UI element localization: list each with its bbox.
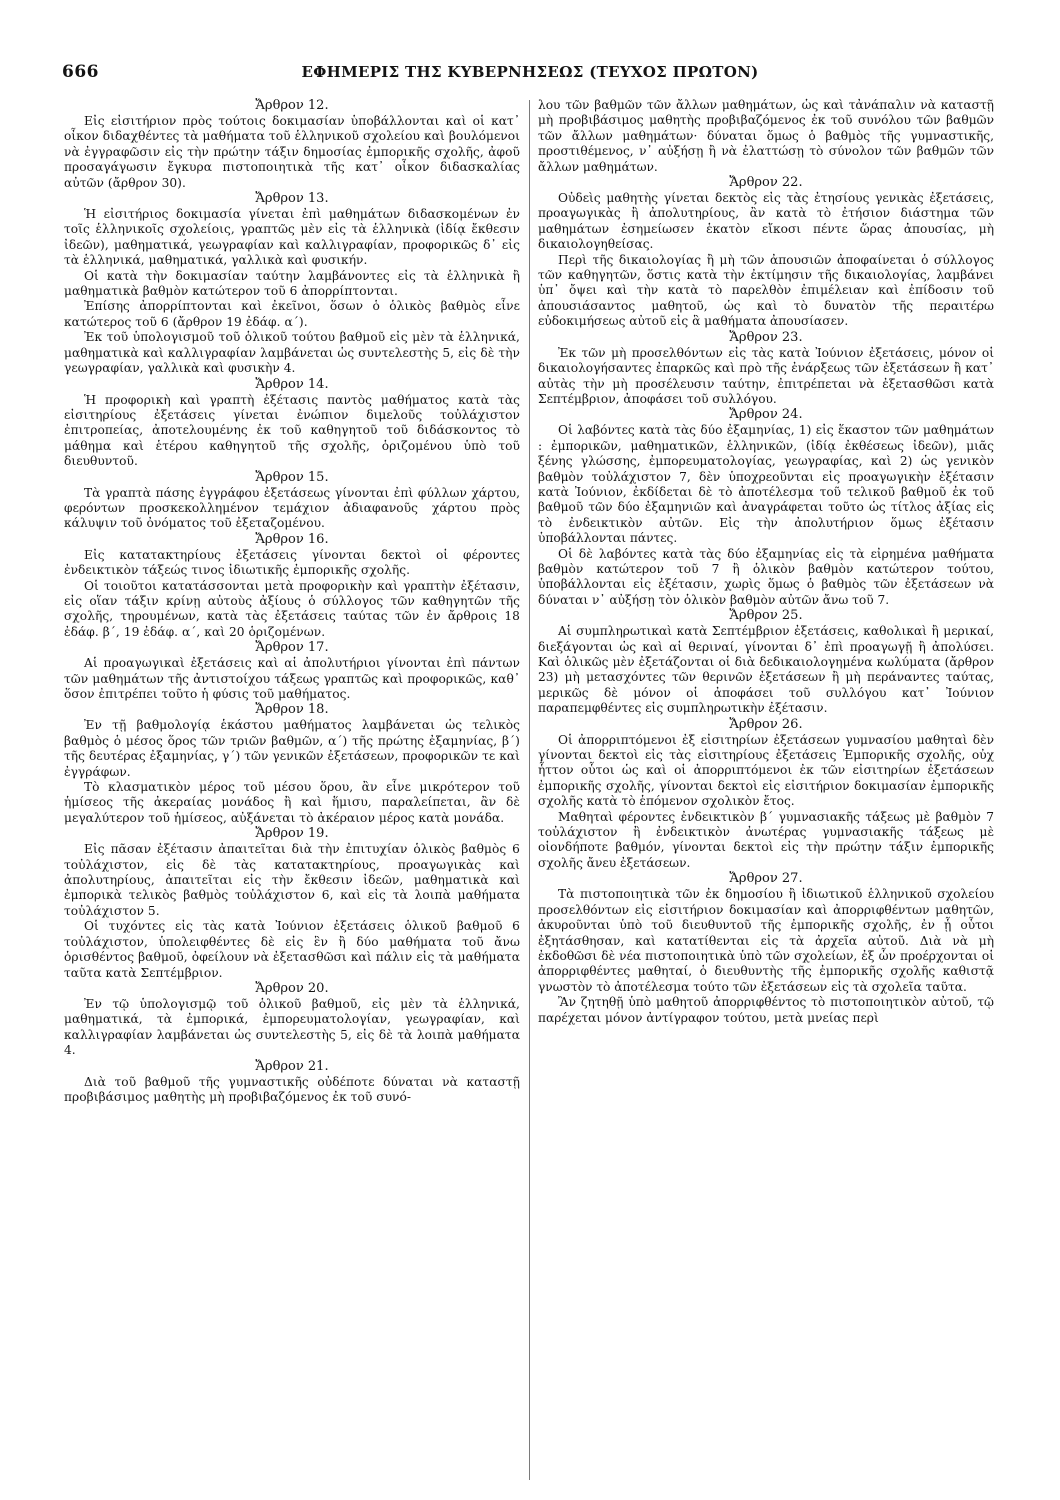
article-23-heading: Ἄρθρον 23. (729, 329, 803, 345)
article-13-paragraph-3: Ἐπίσης ἀπορρίπτονται καὶ ἐκεῖνοι, ὅσων ὁ ὁλικὸς βαθμὸς εἶνε κατώτερος τοῦ 6 (ἄρθρον 19 ἐδάφ. α´). (64, 299, 520, 329)
article-17-heading: Ἄρθρον 17. (255, 640, 329, 656)
article-24-heading: Ἄρθρον 24. (729, 407, 803, 423)
article-26-paragraph-2: Μαθηταὶ φέροντες ἐνδεικτικὸν β´ γυμνασιακῆς τάξεως μὲ βαθμὸν 7 τοὐλάχιστον ἢ ἐνδεικτικὸν ἀνωτέρας γυμνασιακῆς τάξεως μὲ οἱονδήποτε βαθμόν, γίνονται δεκτοὶ εἰς τὴν πρώτην τάξιν ἐμπορικῆς σχολῆς ἄνευ ἐξετάσεων. (538, 809, 994, 870)
article-27-paragraph-1: Τὰ πιστοποιητικὰ τῶν ἐκ δημοσίου ἢ ἰδιωτικοῦ ἑλληνικοῦ σχολείου προσελθόντων εἰς εἰσιτήριον δοκιμασίαν καὶ ἀπορριφθέντων μαθητῶν, ἀκυροῦνται ὑπὸ τοῦ διευθυντοῦ τῆς ἐμπορικῆς σχολῆς, ἐν ᾗ οὗτοι ἐξητάσθησαν, καὶ κατατίθενται εἰς τὰ ἀρχεῖα αὐτοῦ. Διὰ νὰ μὴ ἐκδοθῶσι δὲ νέα πιστοποιητικὰ ὑπὸ τῶν σχολείων, ἐξ ὧν προέρχονται οἱ ἀπορριφθέντες μαθηταί, ὁ διευθυντὴς τῆς ἐμπορικῆς σχολῆς καθιστᾷ γνωστὸν τὸ ἀποτέλεσμα τούτο τῶν ἐξετάσεων εἰς τὰ σχολεῖα ταῦτα. (538, 887, 994, 994)
column-divider (529, 100, 530, 1480)
article-26-heading: Ἄρθρον 26. (729, 716, 803, 732)
article-25-paragraph: Αἱ συμπληρωτικαὶ κατὰ Σεπτέμβριον ἐξετάσεις, καθολικαὶ ἢ μερικαί, διεξάγονται ὡς καὶ αἱ θεριναί, γίνονται δ᾽ ἐπὶ προαγωγῇ ἢ ἀπολύσει. Καὶ ὁλικῶς μὲν ἐξετάζονται οἱ διὰ δεδικαιολογημένα κωλύματα (ἄρθρον 23) μὴ μετασχόντες τῶν θερινῶν ἐξετάσεων ἢ μὴ περάναντες ταύτας, μερικῶς δὲ μόνον οἱ ἀποφάσει τοῦ συλλόγου κατ᾽ Ἰούνιον παραπεμφθέντες εἰς συμπληρωτικὴν ἐξέτασιν. (538, 624, 994, 716)
article-26-paragraph-1: Οἱ ἀπορριπτόμενοι ἐξ εἰσιτηρίων ἐξετάσεων γυμνασίου μαθηταὶ δὲν γίνονται δεκτοὶ εἰς τὰς εἰσιτηρίους ἐξετάσεις Ἐμπορικῆς σχολῆς, οὐχ ἧττον οὗτοι ὡς καὶ οἱ ἀπορριπτόμενοι ἐκ τῶν εἰσιτηρίων ἐξετάσεων ἐμπορικῆς σχολῆς, γίνονται δεκτοὶ εἰς εἰσιτήριον δοκιμασίαν ἐμπορικῆς σχολῆς κατὰ τὸ ἑπόμενον σχολικὸν ἔτος. (538, 732, 994, 809)
article-18-paragraph-2: Τὸ κλασματικὸν μέρος τοῦ μέσου ὅρου, ἂν εἶνε μικρότερον τοῦ ἡμίσεος τῆς ἀκεραίας μονάδος ἢ καὶ ἥμισυ, παραλείπεται, ἂν δὲ μεγαλύτερον τοῦ ἡμίσεος, αὐξάνεται τὸ ἀκέραιον μέρος κατὰ μονάδα. (64, 780, 520, 825)
article-25-heading: Ἄρθρον 25. (729, 608, 803, 624)
article-24-paragraph-2: Οἱ δὲ λαβόντες κατὰ τὰς δύο ἐξαμηνίας εἰς τὰ εἰρημένα μαθήματα βαθμὸν κατώτερον τοῦ 7 ἢ ὁλικὸν βαθμὸν κατώτερον τούτου, ὑποβάλλονται εἰς ἐξέτασιν, χωρὶς ὅμως ὁ βαθμὸς τῶν ἐξετάσεων νὰ δύναται ν᾽ αὐξήσῃ τὸν ὁλικὸν βαθμὸν αὐτῶν ἄνω τοῦ 7. (538, 546, 994, 607)
article-22-heading: Ἄρθρον 22. (729, 175, 803, 191)
article-27-heading: Ἄρθρον 27. (729, 871, 803, 887)
article-18-heading: Ἄρθρον 18. (255, 702, 329, 718)
article-17-paragraph: Αἱ προαγωγικαὶ ἐξετάσεις καὶ αἱ ἀπολυτήριοι γίνονται ἐπὶ πάντων τῶν μαθημάτων τῆς ἀντιστοίχου τάξεως γραπτῶς καὶ προφορικῶς, καθ᾽ ὅσον ἐπιτρέπει τοῦτο ἡ φύσις τοῦ μαθήματος. (64, 656, 520, 701)
article-13-paragraph-4: Ἐκ τοῦ ὑπολογισμοῦ τοῦ ὁλικοῦ τούτου βαθμοῦ εἰς μὲν τὰ ἑλληνικά, μαθηματικὰ καὶ καλλιγραφίαν λαμβάνεται ὡς συντελεστὴς 5, εἰς δὲ τὴν γεωγραφίαν, γαλλικὰ καὶ φυσικὴν 4. (64, 330, 520, 376)
left-column (64, 98, 520, 1483)
article-23-paragraph: Ἐκ τῶν μὴ προσελθόντων εἰς τὰς κατὰ Ἰούνιον ἐξετάσεις, μόνον οἱ δικαιολογήσαντες ἐπαρκῶς καὶ πρὸ τῆς ἐνάρξεως τῶν ἐξετάσεων ἢ κατ᾽ αὐτὰς τὴν μὴ προσέλευσιν ταύτην, ἐπιτρέπεται νὰ ἐξετασθῶσι κατὰ Σεπτέμβριον, ἀποφάσει τοῦ συλλόγου. (538, 345, 994, 406)
article-19-heading: Ἄρθρον 19. (255, 826, 329, 842)
article-16-heading: Ἄρθρον 16. (255, 531, 329, 547)
article-19-paragraph-1: Εἰς πᾶσαν ἐξέτασιν ἀπαιτεῖται διὰ τὴν ἐπιτυχίαν ὁλικὸς βαθμὸς 6 τοὐλάχιστον, εἰς δὲ τὰς κατατακτηρίους, προαγωγικὰς καὶ ἀπολυτηρίους, ἀπαιτεῖται εἰς τὴν ἔκθεσιν ἰδεῶν, μαθηματικὰ καὶ ἐμπορικὰ τελικὸς βαθμὸς τοὐλάχιστον 6, καὶ εἰς τὰ λοιπὰ μαθήματα τοὐλάχιστον 5. (64, 842, 520, 918)
article-12-paragraph: Εἰς εἰσιτήριον πρὸς τούτοις δοκιμασίαν ὑποβάλλονται καὶ οἱ κατ᾽ οἶκον διδαχθέντες τὰ μαθήματα τοῦ ἑλληνικοῦ σχολείου καὶ βουλόμενοι νὰ ἐγγραφῶσιν εἰς τὴν πρώτην τάξιν δημοσίας ἐμπορικῆς σχολῆς, ἀφοῦ προσαγάγωσιν ἔγκυρα πιστοποιητικὰ τῆς κατ᾽ οἶκον διδασκαλίας αὐτῶν (ἄρθρον 30). (64, 114, 520, 190)
article-15-heading: Ἄρθρον 15. (255, 469, 329, 485)
article-21-heading: Ἄρθρον 21. (255, 1058, 329, 1074)
article-15-paragraph: Τὰ γραπτὰ πάσης ἐγγράφου ἐξετάσεως γίνονται ἐπὶ φύλλων χάρτου, φερόντων προσκεκολλημένον τεμάχιον ἀδιαφανοῦς χάρτου πρὸς κάλυψιν τοῦ ὀνόματος τοῦ ἐξεταζομένου. (64, 485, 520, 531)
article-20-heading: Ἄρθρον 20. (255, 980, 329, 996)
page-header (62, 62, 998, 86)
article-19-paragraph-2: Οἱ τυχόντες εἰς τὰς κατὰ Ἰούνιον ἐξετάσεις ὁλικοῦ βαθμοῦ 6 τοὐλάχιστον, ὑπολειφθέντες δὲ εἰς ἓν ἢ δύο μαθήματα τοῦ ἄνω ὁρισθέντος βαθμοῦ, ὀφείλουν νὰ ἐξετασθῶσι καὶ πάλιν εἰς τὰ μαθήματα ταῦτα κατὰ Σεπτέμβριον. (64, 919, 520, 980)
article-21-continuation: λου τῶν βαθμῶν τῶν ἄλλων μαθημάτων, ὡς καὶ τἀνάπαλιν νὰ καταστῇ μὴ προβιβάσιμος μαθητὴς προβιβαζόμενος ἐκ τοῦ συνόλου τῶν βαθμῶν τῶν ἄλλων μαθημάτων· δύναται ὅμως ὁ βαθμὸς τῆς γυμναστικῆς, προστιθέμενος, ν᾽ αὐξήσῃ ἢ νὰ ἐλαττώσῃ τὸ σύνολον τῶν βαθμῶν τῶν ἄλλων μαθημάτων. (538, 98, 994, 174)
article-14-paragraph: Ἡ προφορικὴ καὶ γραπτὴ ἐξέτασις παντὸς μαθήματος κατὰ τὰς εἰσιτηρίους ἐξετάσεις γίνεται ἐνώπιον διμελοῦς τοὐλάχιστον ἐπιτροπείας, ἀποτελουμένης ἐκ τοῦ καθηγητοῦ τοῦ διδάσκοντος τὸ μάθημα καὶ ἑτέρου καθηγητοῦ τῆς σχολῆς, ὁριζομένου ὑπὸ τοῦ διευθυντοῦ. (64, 392, 520, 469)
article-13-heading: Ἄρθρον 13. (255, 191, 329, 207)
page-number: 666 (62, 62, 99, 82)
article-14-heading: Ἄρθρον 14. (255, 376, 329, 392)
article-22-paragraph-2: Περὶ τῆς δικαιολογίας ἢ μὴ τῶν ἀπουσιῶν ἀποφαίνεται ὁ σύλλογος τῶν καθηγητῶν, ὅστις κατὰ τὴν ἐκτίμησιν τῆς δικαιολογίας, λαμβάνει ὑπ᾽ ὄψει καὶ τὴν κατὰ τὸ παρελθὸν ἐπιμέλειαν καὶ ἐπίδοσιν τοῦ ἀπουσιάσαντος μαθητοῦ, ὡς καὶ τὸ δυνατὸν τῆς περαιτέρω εὐδοκιμήσεως αὐτοῦ εἰς ἃ μαθήματα ἀπουσίασεν. (538, 252, 994, 329)
article-16-paragraph-1: Εἰς κατατακτηρίους ἐξετάσεις γίνονται δεκτοὶ οἱ φέροντες ἐνδεικτικὸν τάξεώς τινος ἰδιωτικῆς ἐμπορικῆς σχολῆς. (64, 547, 520, 578)
article-13-paragraph-2: Οἱ κατὰ τὴν δοκιμασίαν ταύτην λαμβάνοντες εἰς τὰ ἑλληνικὰ ἢ μαθηματικὰ βαθμὸν κατώτερον τοῦ 6 ἀπορρίπτονται. (64, 268, 520, 299)
article-20-paragraph: Ἐν τῷ ὑπολογισμῷ τοῦ ὁλικοῦ βαθμοῦ, εἰς μὲν τὰ ἑλληνικά, μαθηματικά, τὰ ἐμπορικά, ἐμπορευματολογίαν, γεωγραφίαν, καὶ καλλιγραφίαν λαμβάνεται ὡς συντελεστὴς 5, εἰς δὲ τὰ λοιπὰ μαθήματα 4. (64, 996, 520, 1058)
article-12-heading: Ἄρθρον 12. (255, 98, 329, 113)
article-22-paragraph-1: Οὐδεὶς μαθητὴς γίνεται δεκτὸς εἰς τὰς ἐτησίους γενικὰς ἐξετάσεις, προαγωγικὰς ἢ ἀπολυτηρίους, ἂν κατὰ τὸ ἐτήσιον διάστημα τῶν μαθημάτων ἐσημείωσεν ἑκατὸν εἴκοσι πέντε ὥρας ἀπουσίας, μὴ δικαιολογηθείσας. (538, 191, 994, 252)
running-title: ΕΦΗΜΕΡΙΣ ΤΗΣ ΚΥΒΕΡΝΗΣΕΩΣ (ΤΕΥΧΟΣ ΠΡΩΤΟΝ) (301, 63, 759, 81)
article-18-paragraph-1: Ἐν τῇ βαθμολογίᾳ ἑκάστου μαθήματος λαμβάνεται ὡς τελικὸς βαθμὸς ὁ μέσος ὅρος τῶν τριῶν βαθμῶν, α´) τῆς πρώτης ἐξαμηνίας, β´) τῆς δευτέρας ἐξαμηνίας, γ´) τῶν γενικῶν ἐξετάσεων, προφορικῶν τε καὶ ἐγγράφων. (64, 718, 520, 779)
article-24-paragraph-1: Οἱ λαβόντες κατὰ τὰς δύο ἐξαμηνίας, 1) εἰς ἕκαστον τῶν μαθημάτων : ἐμπορικῶν, μαθηματικῶν, ἑλληνικῶν, (ἰδίᾳ ἐκθέσεως ἰδεῶν), μιᾶς ξένης γλώσσης, ἐμπορευματολογίας, γεωγραφίας, καὶ 2) ὡς γενικὸν βαθμὸν τοὐλάχιστον 7, δὲν ὑποχρεοῦνται εἰς προαγωγικὴν ἐξέτασιν κατὰ Ἰούνιον, ἐκδίδεται δὲ τὸ ἀποτέλεσμα τοῦ τελικοῦ βαθμοῦ ἐκ τοῦ βαθμοῦ τῶν δύο ἐξαμηνιῶν καὶ ἀναγράφεται τοῦτο ὡς τίτλος ἀξίας εἰς τὸ ἐνδεικτικὸν αὐτῶν. Εἰς τὴν ἀπολυτήριον ὅμως ἐξέτασιν ὑποβάλλονται πάντες. (538, 423, 994, 546)
article-21-paragraph: Διὰ τοῦ βαθμοῦ τῆς γυμναστικῆς οὐδέποτε δύναται νὰ καταστῇ προβιβάσιμος μαθητὴς μὴ προβιβαζόμενος ἐκ τοῦ συνό- (64, 1074, 520, 1104)
article-16-paragraph-2: Οἱ τοιοῦτοι κατατάσσονται μετὰ προφορικὴν καὶ γραπτὴν ἐξέτασιν, εἰς οἵαν τάξιν κρίνῃ αὐτοὺς ἀξίους ὁ σύλλογος τῶν καθηγητῶν τῆς σχολῆς, τηρουμένων, κατὰ τὰς ἐξετάσεις ταύτας τῶν ἐν ἄρθροις 18 ἐδάφ. β´, 19 ἐδάφ. α´, καὶ 20 ὁριζομένων. (64, 578, 520, 639)
right-column (538, 98, 994, 1483)
article-27-paragraph-2: Ἂν ζητηθῇ ὑπὸ μαθητοῦ ἀπορριφθέντος τὸ πιστοποιητικὸν αὐτοῦ, τῷ παρέχεται μόνον ἀντίγραφον τούτου, μετὰ μνείας περὶ (538, 995, 994, 1025)
article-13-paragraph-1: Ἡ εἰσιτήριος δοκιμασία γίνεται ἐπὶ μαθημάτων διδασκομένων ἐν τοῖς ἑλληνικοῖς σχολείοις, γραπτῶς μὲν εἰς τὰ ἑλληνικὰ (ἰδίᾳ ἔκθεσιν ἰδεῶν), μαθηματικά, γεωγραφίαν καὶ καλλιγραφίαν, προφορικῶς δ᾽ εἰς τὰ ἑλληνικά, μαθηματικά, γαλλικὰ καὶ φυσικήν. (64, 207, 520, 268)
